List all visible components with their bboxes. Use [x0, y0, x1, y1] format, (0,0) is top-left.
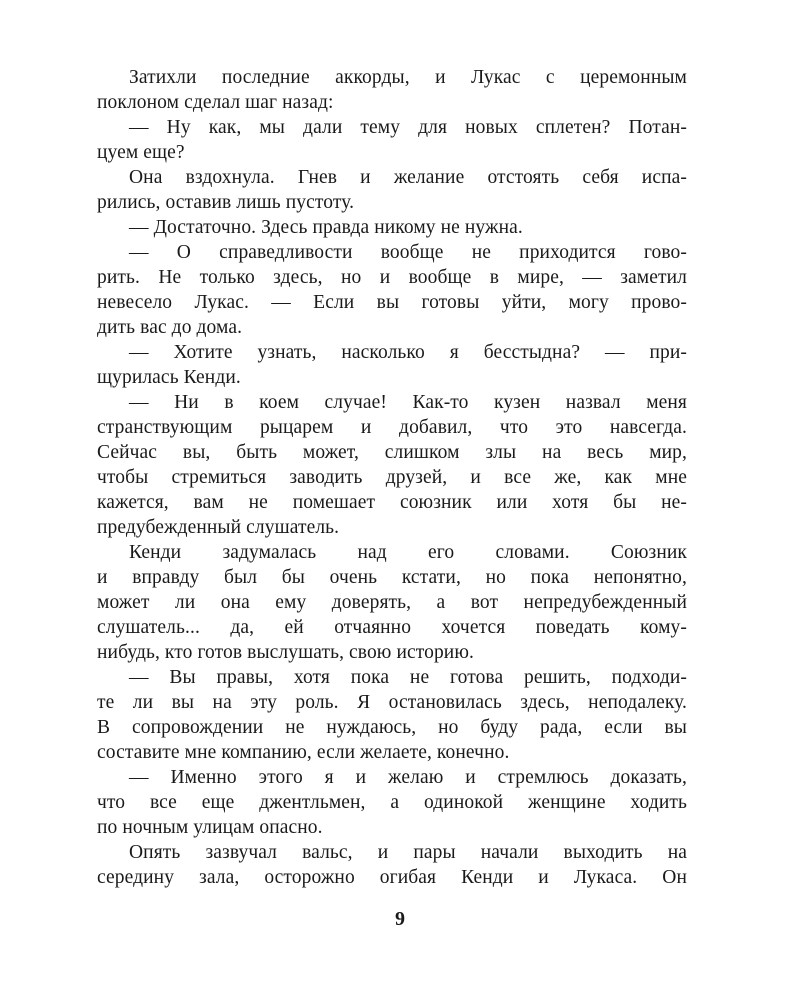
text-line: что все еще джентльмен, а одинокой женщине ходить: [97, 792, 687, 813]
text-line: — Вы правы, хотя пока не готова решить, подходи-: [129, 667, 687, 688]
text-line: слушатель... да, ей отчаянно хочется поведать кому-: [97, 617, 687, 638]
text-line: — Достаточно. Здесь правда никому не нужна.: [129, 217, 523, 238]
text-line: составите мне компанию, если желаете, конечно.: [97, 742, 510, 763]
text-line: — Именно этого я и желаю и стремлюсь доказать,: [129, 767, 687, 788]
text-line: Кенди задумалась над его словами. Союзник: [129, 542, 687, 563]
text-line: и вправду был бы очень кстати, но пока непонятно,: [97, 567, 687, 588]
text-line: может ли она ему доверять, а вот непредубежденный: [97, 592, 687, 613]
text-line: — О справедливости вообще не приходится гово-: [129, 242, 687, 263]
text-line: Затихли последние аккорды, и Лукас с церемонным: [129, 67, 687, 88]
text-line: странствующим рыцарем и добавил, что это навсегда.: [97, 417, 687, 438]
text-line: Она вздохнула. Гнев и желание отстоять себя испа-: [129, 167, 687, 188]
text-line: поклоном сделал шаг назад:: [97, 92, 334, 113]
text-line: цуем еще?: [97, 142, 185, 163]
text-line: кажется, вам не помешает союзник или хотя бы не-: [97, 492, 687, 513]
text-line: невесело Лукас. — Если вы готовы уйти, могу прово-: [97, 292, 687, 313]
text-line: Сейчас вы, быть может, слишком злы на весь мир,: [97, 442, 687, 463]
body-text: [97, 65, 687, 890]
text-line: нибудь, кто готов выслушать, свою историю.: [97, 642, 474, 663]
text-line: В сопровождении не нуждаюсь, но буду рада, если вы: [97, 717, 687, 738]
text-line: — Ну как, мы дали тему для новых сплетен? Потан-: [129, 117, 687, 138]
text-line: дить вас до дома.: [97, 317, 243, 338]
page-number: 9: [395, 908, 405, 930]
text-line: середину зала, осторожно огибая Кенди и Лукаса. Он: [97, 867, 687, 888]
text-line: рились, оставив лишь пустоту.: [97, 192, 355, 213]
text-line: щурилась Кенди.: [97, 367, 241, 388]
text-line: Опять зазвучал вальс, и пары начали выходить на: [129, 842, 687, 863]
text-line: предубежденный слушатель.: [97, 517, 340, 538]
text-line: чтобы стремиться заводить друзей, и все же, как мне: [97, 467, 687, 488]
text-line: по ночным улицам опасно.: [97, 817, 323, 838]
text-line: — Ни в коем случае! Как-то кузен назвал меня: [129, 392, 687, 413]
text-line: рить. Не только здесь, но и вообще в мире, — заметил: [97, 267, 687, 288]
text-line: те ли вы на эту роль. Я остановилась здесь, неподалеку.: [97, 692, 687, 713]
text-line: — Хотите узнать, насколько я бесстыдна? — при-: [129, 342, 687, 363]
